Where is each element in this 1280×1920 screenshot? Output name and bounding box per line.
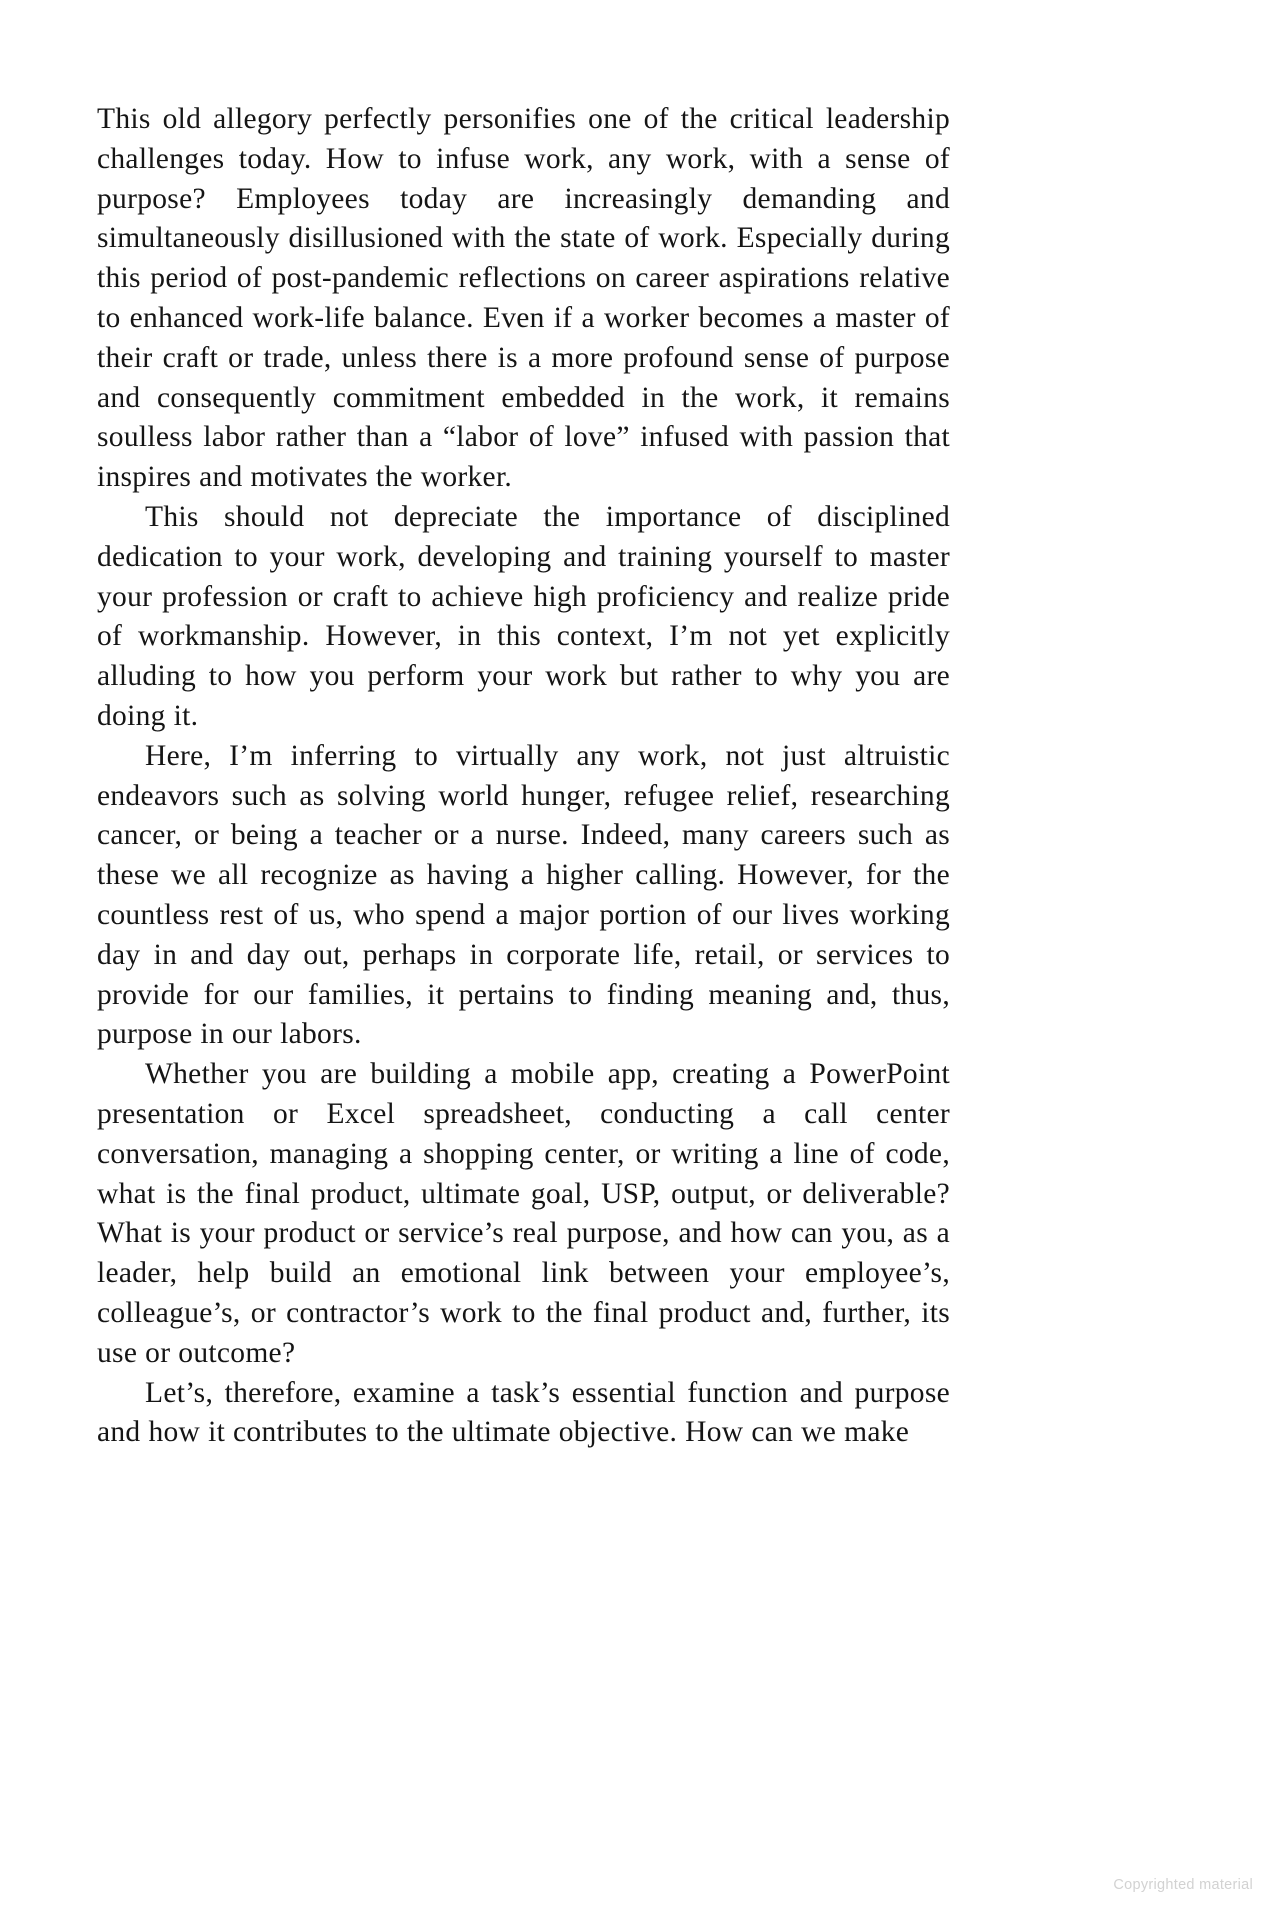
copyright-notice: Copyrighted material <box>1113 1877 1253 1893</box>
paragraph-1: This old allegory perfectly personifies one of the critical leadership challenges today. How to infuse work, any work, with a sense of purpose? Employees today are increasingly demanding and simultaneously disillusioned with the state of work. Especially during this period of post-pandemic reflections on career aspirations relative to enhanced work-life balance. Even if a worker becomes a master of their craft or trade, unless there is a more profound sense of purpose and consequently commitment embedded in the work, it remains soulless labor rather than a “labor of love” infused with passion that inspires and motivates the worker. <box>97 103 950 494</box>
paragraph-5: Let’s, therefore, examine a task’s essential function and purpose and how it contributes to the ultimate objective. How can we make <box>97 1376 950 1449</box>
paragraph-4: Whether you are building a mobile app, creating a PowerPoint presentation or Excel spreadsheet, conducting a call center conversation, managing a shopping center, or writing a line of code, what is the final product, ultimate goal, USP, output, or deliverable? What is your product or service’s real purpose, and how can you, as a leader, help build an emotional link between your employee’s, colleague’s, or contractor’s work to the final product and, further, its use or outcome? <box>97 1058 950 1369</box>
paragraph-3: Here, I’m inferring to virtually any work, not just altruistic endeavors such as solving world hunger, refugee relief, researching cancer, or being a teacher or a nurse. Indeed, many careers such as these we all recognize as having a higher calling. However, for the countless rest of us, who spend a major portion of our lives working day in and day out, perhaps in corporate life, retail, or services to provide for our families, it pertains to finding meaning and, thus, purpose in our labors. <box>97 739 950 1051</box>
paragraph-2: This should not depreciate the importance of disciplined dedication to your work, developing and training yourself to master your profession or craft to achieve high proficiency and realize pride of workmanship. However, in this context, I’m not yet explicitly alluding to how you perform your work but rather to why you are doing it. <box>97 500 950 732</box>
body-text-column <box>97 100 950 1453</box>
